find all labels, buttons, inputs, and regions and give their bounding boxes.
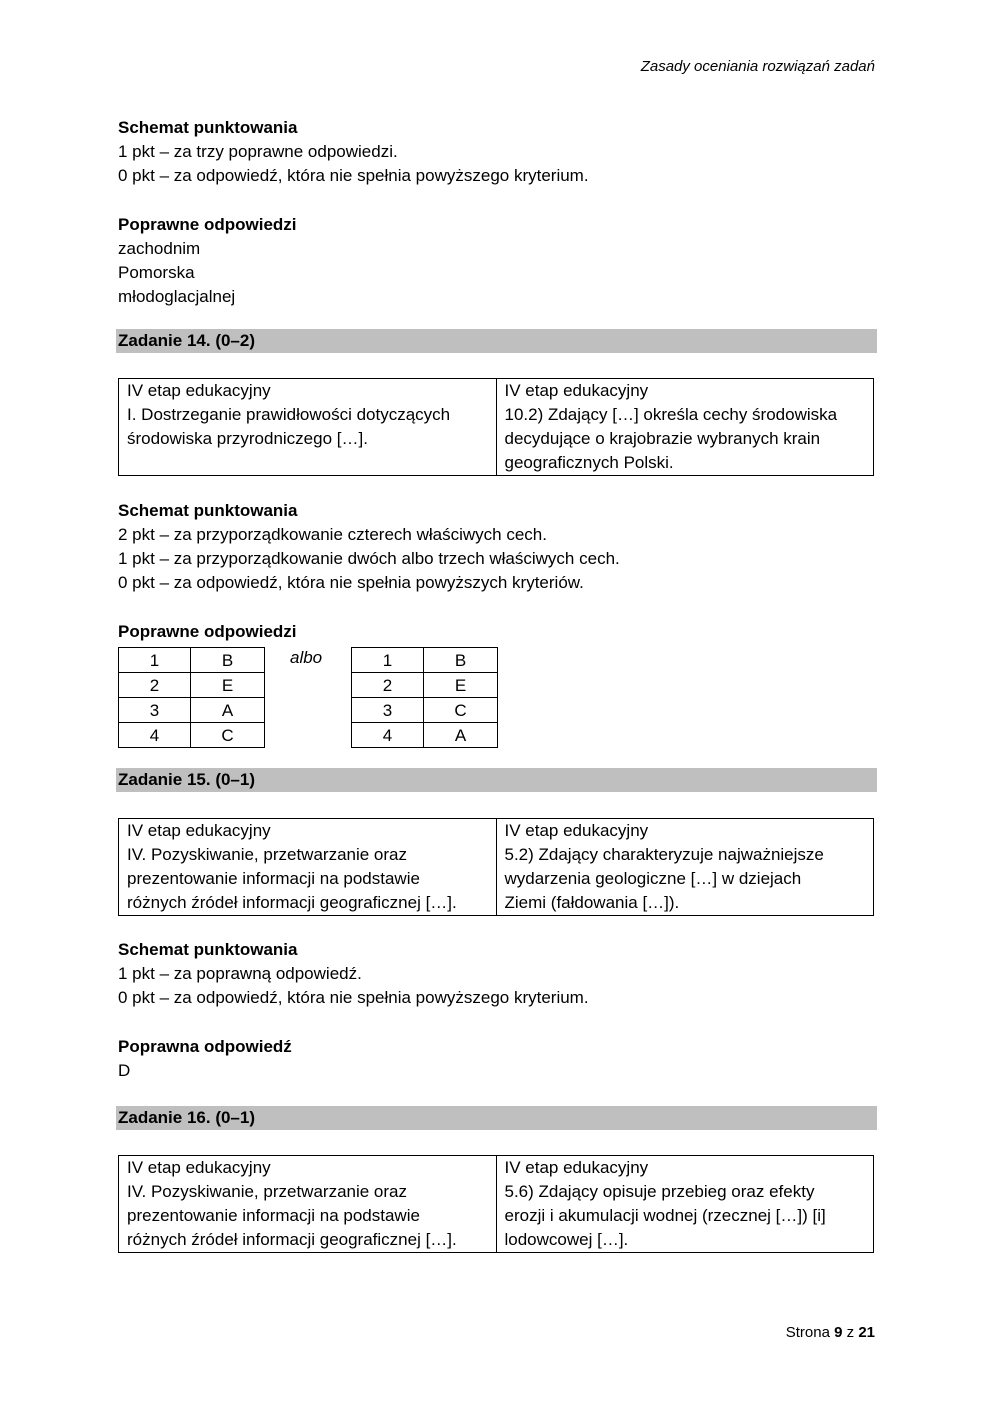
answer-number: 3 xyxy=(119,698,191,723)
answer-number: 4 xyxy=(119,723,191,748)
req-line: IV. Pozyskiwanie, przetwarzanie oraz xyxy=(127,1182,408,1201)
answer-letter: E xyxy=(424,673,498,698)
total-pages: 21 xyxy=(858,1324,875,1341)
req-line: IV etap edukacyjny xyxy=(127,381,271,400)
task-16-requirements-table xyxy=(118,1155,874,1253)
scheme-line: 1 pkt – za poprawną odpowiedź. xyxy=(118,964,362,983)
req-line: 10.2) Zdający […] określa cechy środowiska xyxy=(504,405,838,424)
current-page: 9 xyxy=(834,1324,843,1341)
req-line: Ziemi (fałdowania […]). xyxy=(504,893,680,912)
task-16-title-bar: Zadanie 16. (0–1) xyxy=(116,1106,877,1130)
req-line: różnych źródeł informacji geograficznej […]. xyxy=(127,1230,457,1249)
answer-letter: A xyxy=(191,698,265,723)
scheme-title: Schemat punktowania xyxy=(118,501,298,520)
requirements-detailed xyxy=(496,819,874,916)
answer-number: 2 xyxy=(352,673,424,698)
header-note: Zasady oceniania rozwiązań zadań xyxy=(640,58,875,75)
answer-letter: C xyxy=(424,698,498,723)
answer-table-b xyxy=(351,647,498,748)
req-line: geograficznych Polski. xyxy=(504,453,674,472)
answer-table-a xyxy=(118,647,265,748)
req-line: IV etap edukacyjny xyxy=(127,821,271,840)
req-line: prezentowanie informacji na podstawie xyxy=(127,1206,420,1225)
answer-title: Poprawna odpowiedź xyxy=(118,1037,292,1056)
answer-line: zachodnim xyxy=(118,239,201,258)
footer-sep: z xyxy=(846,1324,855,1341)
requirements-general xyxy=(119,379,497,476)
scheme-title: Schemat punktowania xyxy=(118,118,298,137)
req-line: IV etap edukacyjny xyxy=(504,1158,649,1177)
or-word: albo xyxy=(290,648,323,667)
requirements-general xyxy=(119,819,497,916)
scheme-line: 0 pkt – za odpowiedź, która nie spełnia powyższych kryteriów. xyxy=(118,573,584,592)
answer-letter: B xyxy=(191,648,265,673)
task-15-title-bar: Zadanie 15. (0–1) xyxy=(116,768,877,792)
answer-number: 3 xyxy=(352,698,424,723)
req-line: decydujące o krajobrazie wybranych krain xyxy=(504,429,821,448)
req-line: różnych źródeł informacji geograficznej […]. xyxy=(127,893,457,912)
req-line: środowiska przyrodniczego […]. xyxy=(127,429,368,448)
scheme-line: 0 pkt – za odpowiedź, która nie spełnia powyższego kryterium. xyxy=(118,166,589,185)
task-14-requirements-table xyxy=(118,378,874,476)
answer-value: D xyxy=(118,1061,131,1080)
req-line: 5.2) Zdający charakteryzuje najważniejsze xyxy=(504,845,824,864)
req-line: IV etap edukacyjny xyxy=(127,1158,271,1177)
req-line: IV etap edukacyjny xyxy=(504,381,649,400)
scheme-line: 0 pkt – za odpowiedź, która nie spełnia powyższego kryterium. xyxy=(118,988,589,1007)
answer-letter: C xyxy=(191,723,265,748)
requirements-detailed xyxy=(496,1156,874,1253)
req-line: 5.6) Zdający opisuje przebieg oraz efekty xyxy=(504,1182,815,1201)
answer-letter: B xyxy=(424,648,498,673)
scheme-line: 2 pkt – za przyporządkowanie czterech właściwych cech. xyxy=(118,525,547,544)
answers-title: Poprawne odpowiedzi xyxy=(118,215,297,234)
req-line: IV etap edukacyjny xyxy=(504,821,649,840)
answer-number: 4 xyxy=(352,723,424,748)
answer-line: Pomorska xyxy=(118,263,195,282)
scheme-line: 1 pkt – za trzy poprawne odpowiedzi. xyxy=(118,142,398,161)
req-line: I. Dostrzeganie prawidłowości dotyczących xyxy=(127,405,451,424)
answer-number: 2 xyxy=(119,673,191,698)
scheme-title: Schemat punktowania xyxy=(118,940,298,959)
req-line: prezentowanie informacji na podstawie xyxy=(127,869,420,888)
task-15-requirements-table xyxy=(118,818,874,916)
answer-number: 1 xyxy=(352,648,424,673)
answers-title: Poprawne odpowiedzi xyxy=(118,622,297,641)
answer-letter: A xyxy=(424,723,498,748)
req-line: IV. Pozyskiwanie, przetwarzanie oraz xyxy=(127,845,408,864)
page-footer xyxy=(786,1324,875,1341)
req-line: wydarzenia geologiczne […] w dziejach xyxy=(504,869,802,888)
task-14-title-bar: Zadanie 14. (0–2) xyxy=(116,329,877,353)
answer-number: 1 xyxy=(119,648,191,673)
answer-line: młodoglacjalnej xyxy=(118,287,236,306)
req-line: erozji i akumulacji wodnej (rzecznej […]) [i] xyxy=(504,1206,826,1225)
requirements-general xyxy=(119,1156,497,1253)
scheme-line: 1 pkt – za przyporządkowanie dwóch albo trzech właściwych cech. xyxy=(118,549,620,568)
req-line: lodowcowej […]. xyxy=(504,1230,629,1249)
answer-letter: E xyxy=(191,673,265,698)
requirements-detailed xyxy=(496,379,874,476)
footer-prefix: Strona xyxy=(785,1324,830,1341)
